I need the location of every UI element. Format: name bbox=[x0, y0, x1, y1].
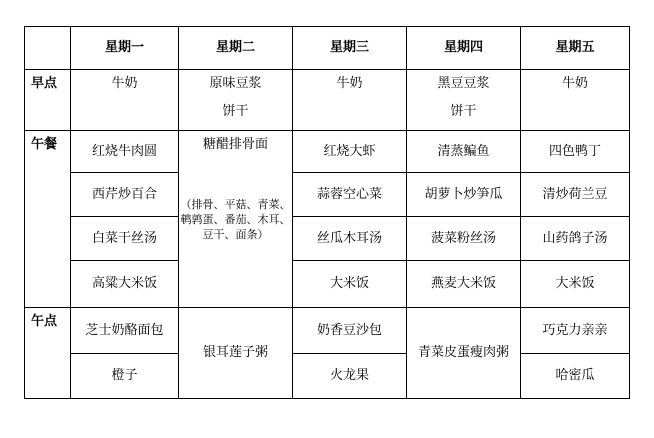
lunch-monday-4: 高粱大米饭 bbox=[71, 261, 179, 308]
menu-item: 饼干 bbox=[222, 104, 249, 119]
ingredient-note-line: （排骨、平菇、青菜、 bbox=[180, 198, 291, 211]
breakfast-wednesday bbox=[293, 70, 407, 131]
snack-wednesday-2: 火龙果 bbox=[293, 354, 407, 399]
lunch-wednesday-3: 丝瓜木耳汤 bbox=[293, 217, 407, 261]
snack-friday-1: 巧克力亲亲 bbox=[521, 308, 630, 354]
lunch-monday-1: 红烧牛肉圆 bbox=[71, 131, 179, 173]
menu-item: 原味豆浆 bbox=[209, 76, 262, 91]
lunch-friday-2: 清炒荷兰豆 bbox=[521, 173, 630, 217]
row-label-lunch: 午餐 bbox=[25, 131, 71, 308]
breakfast-tuesday bbox=[179, 70, 293, 131]
breakfast-friday bbox=[521, 70, 630, 131]
lunch-row-3 bbox=[25, 217, 630, 261]
snack-friday-2: 哈密瓜 bbox=[521, 354, 630, 399]
day-header-friday: 星期五 bbox=[521, 27, 630, 70]
breakfast-row bbox=[25, 70, 630, 131]
lunch-friday-1: 四色鸭丁 bbox=[521, 131, 630, 173]
row-label-snack: 午点 bbox=[25, 308, 71, 399]
day-header-thursday: 星期四 bbox=[407, 27, 521, 70]
lunch-row-1 bbox=[25, 131, 630, 173]
menu-item: 牛奶 bbox=[336, 76, 363, 91]
day-header-wednesday: 星期三 bbox=[293, 27, 407, 70]
menu-item: 牛奶 bbox=[561, 76, 588, 91]
menu-item: 黑豆豆浆 bbox=[437, 76, 490, 91]
snack-thursday: 青菜皮蛋瘦肉粥 bbox=[407, 308, 521, 399]
corner-cell bbox=[25, 27, 71, 70]
ingredient-note-line: 豆干、面条） bbox=[202, 228, 269, 241]
snack-monday-1: 芝士奶酪面包 bbox=[71, 308, 179, 354]
lunch-wednesday-2: 蒜蓉空心菜 bbox=[293, 173, 407, 217]
lunch-row-4 bbox=[25, 261, 630, 308]
lunch-thursday-1: 清蒸鳊鱼 bbox=[407, 131, 521, 173]
snack-wednesday-1: 奶香豆沙包 bbox=[293, 308, 407, 354]
snack-row-2 bbox=[25, 354, 630, 399]
day-header-tuesday: 星期二 bbox=[179, 27, 293, 70]
row-label-breakfast: 早点 bbox=[25, 70, 71, 131]
lunch-thursday-3: 菠菜粉丝汤 bbox=[407, 217, 521, 261]
lunch-thursday-4: 燕麦大米饭 bbox=[407, 261, 521, 308]
lunch-row-2 bbox=[25, 173, 630, 217]
snack-monday-2: 橙子 bbox=[71, 354, 179, 399]
breakfast-thursday bbox=[407, 70, 521, 131]
lunch-monday-3: 白菜干丝汤 bbox=[71, 217, 179, 261]
lunch-tuesday bbox=[179, 131, 293, 308]
weekly-menu-table bbox=[24, 26, 630, 399]
snack-row-1 bbox=[25, 308, 630, 354]
menu-item: 糖醋排骨面 bbox=[202, 137, 268, 152]
menu-item: 牛奶 bbox=[111, 76, 138, 91]
snack-tuesday: 银耳莲子粥 bbox=[179, 308, 293, 399]
ingredient-note-line: 鹌鹑蛋、番茄、木耳、 bbox=[180, 213, 291, 226]
lunch-wednesday-1: 红烧大虾 bbox=[293, 131, 407, 173]
ingredient-note bbox=[179, 197, 292, 242]
lunch-friday-4: 大米饭 bbox=[521, 261, 630, 308]
lunch-friday-3: 山药鸽子汤 bbox=[521, 217, 630, 261]
breakfast-monday bbox=[71, 70, 179, 131]
header-row bbox=[25, 27, 630, 70]
day-header-monday: 星期一 bbox=[71, 27, 179, 70]
lunch-thursday-2: 胡萝卜炒笋瓜 bbox=[407, 173, 521, 217]
lunch-monday-2: 西芹炒百合 bbox=[71, 173, 179, 217]
menu-item: 饼干 bbox=[450, 104, 477, 119]
lunch-wednesday-4: 大米饭 bbox=[293, 261, 407, 308]
